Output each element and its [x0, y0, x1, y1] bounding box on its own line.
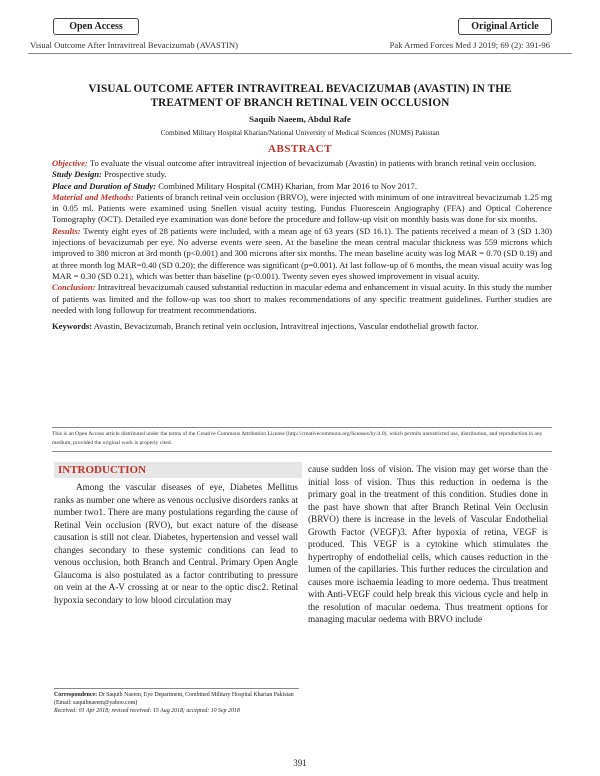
correspondence-block: [54, 691, 294, 715]
license-rule-bottom: [52, 451, 552, 452]
results-text: Twenty eight eyes of 28 patients were included, with a mean age of 63 years (SD 16.1). The patients received a mean of 3 (SD 1.30) injections of bevacizumab per eye. No adverse events were seen. At the baseline the mean central macular thickness was 559 microns which improved to 380 micron at 3rd month (p<0.001) and 300 microns after six months. The mean baseline acuity was log MAR = 0.70 (SD 0.19) and at three month log MAR=0.40 (SD 0.20); the difference was significant (p=0.001). At last follow-up of 6 months, the mean visual acuity was log MAR = 0.30 (SD 0.21), which was better than baseline (p<0.001). Twenty seven eyes showed improvement in visual acuity.: [52, 225, 552, 281]
correspondence-label: Correspondence:: [54, 692, 98, 698]
affiliation: Combined Military Hospital Kharian/National University of Medical Sciences (NUMS) Pakistan: [160, 129, 440, 137]
page-number: 391: [293, 758, 307, 768]
abstract-results: [52, 226, 552, 282]
design-label: Study Design:: [52, 169, 102, 180]
abstract-methods: [52, 192, 552, 226]
abstract-conclusion: [52, 282, 552, 316]
running-title: Visual Outcome After Intravitreal Bevacizumab (AVASTIN): [30, 40, 238, 50]
design-text: Prospective study.: [104, 169, 167, 180]
abstract-body: [52, 158, 552, 332]
abstract-place: [52, 181, 552, 192]
correspondence-line: [54, 691, 294, 707]
license-notice: This is an Open Access article distributed under the terms of the Creative Commons Attribution License (http://creativecommons.org/licenses/by/4.0), which permits unrestricted use, distribution, and reproduction in any medium, provided the original work is properly cited.: [52, 431, 543, 446]
results-label: Results:: [52, 225, 81, 236]
methods-text: Patients of branch retinal vein occlusion (BRVO), were injected with minimum of one intravitreal bevacizumab 1.25 mg in 0.05 ml. Patients were examined using Snellen visual acuity testing, Fundus Fluorescein Angiography (FFA) and Optical Coherence Tomography (OCT). Detailed eye examination was done before the procedure and follow-up visit on monthly basis was done for six months.: [52, 191, 552, 225]
journal-reference: Pak Armed Forces Med J 2019; 69 (2): 391-96: [389, 40, 550, 50]
correspondence-rule: [54, 688, 299, 689]
methods-label: Material and Methods:: [52, 191, 134, 202]
conclusion-text: Intravitreal bevacizumab caused substantial reduction in macular edema and enhancement in visual acuity. In this study the number of patients was limited and the follow-up was too short to makes recommendations of any specific treatment guidelines. Further studies are needed with long followup for treatment recommendations.: [52, 282, 553, 315]
introduction-left-column: Among the vascular diseases of eye, Diabetes Mellitus ranks as number one where as venous occlusive disorders ranks at number two1. There are many postulations regarding the cause of Retinal Vein occlusion (RVO), but exact nature of the disease causation is still not clear. Diabetes, hypertension and vessel wall changes secondary to these systemic conditions can lead to venous occlusion, both Branch and Central. Primary Open Angle Glaucoma is also postulated as a factor contributing to pressure on vein at the A-V crossing at or near to the optic disc2. Retinal hypoxia secondary to low blood circulation may: [54, 482, 298, 605]
objective-label: Objective:: [52, 158, 88, 168]
article-title-line-2: TREATMENT OF BRANCH RETINAL VEIN OCCLUSION: [150, 97, 450, 109]
place-label: Place and Duration of Study:: [52, 180, 157, 191]
article-dates: Received: 01 Apr 2018; revised received: 15 Aug 2018; accepted: 10 Sep 2018: [54, 708, 240, 714]
abstract-keywords: [52, 321, 552, 332]
abstract-objective: [52, 158, 552, 169]
authors: Saquib Naeem, Abdul Rafe: [249, 114, 351, 124]
correspondence-text: Dr Saquib Naeem, Eye Department, Combined Military Hospital Kharian Pakistan (Email: saquibnaeem@yahoo.com): [54, 692, 294, 706]
objective-text: To evaluate the visual outcome after intravitreal injection of bevacizumab (Avastin) in patients with branch retinal vein occlusion.: [89, 158, 537, 168]
license-rule-top: [52, 427, 552, 428]
abstract-heading: ABSTRACT: [268, 143, 332, 155]
open-access-label: Open Access: [69, 21, 123, 32]
introduction-right-column: cause sudden loss of vision. The vision may get worse than the initial loss of vision. Thus this reduction in oedema is the primary goal in the treatment of this condition. Studies done in the past have shown that after Branch Retinal Vein Occlusin (BRVO) there is increase in the levels of Vascular Endothelial Growth Factor (VEGF)3. After hypoxia of retina, VEGF is produced. This VEGF is a cytokine which stimulates the hypertrophy of endothelial cells, which causes reduction in the lumen of the capillaries. This further reduces the circulation and causes more ischaemia leading to more oedema. Thus treatment with Anti-VEGF could help break this vicious cycle and help in the resolution of macular oedema. Thus treatment options for managing macular oedema with BRVO include: [308, 464, 548, 624]
original-article-label: Original Article: [471, 21, 539, 32]
keywords-label: Keywords:: [52, 321, 93, 332]
article-title: [40, 82, 560, 110]
introduction-heading: INTRODUCTION: [54, 462, 302, 478]
open-access-badge: [53, 18, 139, 35]
header-rule: [28, 53, 572, 54]
keywords-text: Avastin, Bevacizumab, Branch retinal vein occlusion, Intravitreal injections, Vascular endothelial growth factor.: [93, 321, 479, 332]
original-article-badge: [458, 18, 552, 35]
conclusion-label: Conclusion:: [52, 282, 96, 293]
article-title-line-1: VISUAL OUTCOME AFTER INTRAVITREAL BEVACIZUMAB (AVASTIN) IN THE: [88, 83, 512, 95]
place-text: Combined Military Hospital (CMH) Kharian, from Mar 2016 to Nov 2017.: [158, 180, 417, 191]
abstract-design: [52, 169, 552, 180]
